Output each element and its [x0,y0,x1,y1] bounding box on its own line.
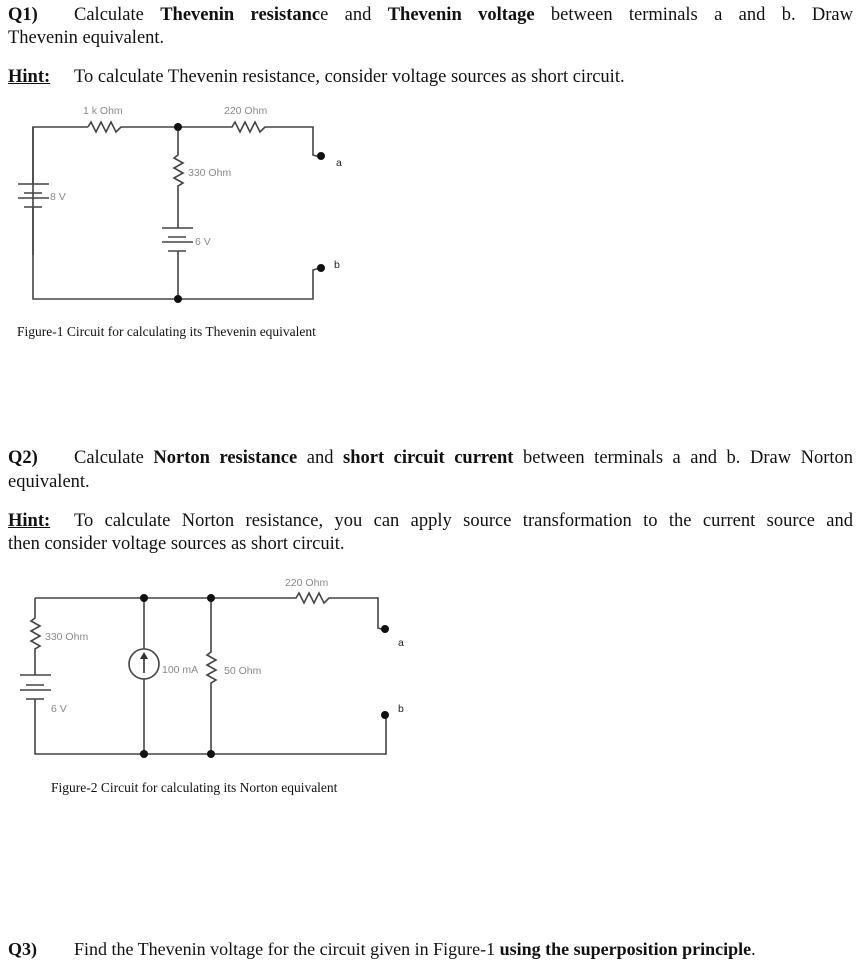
label-r1: 330 Ohm [45,631,89,643]
q2-bold-short-circuit-current: short circuit current [343,448,514,468]
label-r3: 50 Ohm [224,665,262,677]
label-r1: 1 k Ohm [83,105,123,117]
terminal-a-label: a [398,637,404,649]
q1-bold-thevenin-voltage: Thevenin voltage [387,5,535,25]
terminal-a-label: a [336,157,342,169]
q1-hint [8,66,625,88]
terminal-a-dot [381,625,389,633]
q2-hint-line-1: Hint: To calculate Norton resistance, you can apply source transformation to the current source and [8,511,853,531]
label-r2: 220 Ohm [224,105,268,117]
q2-line-1: Q2) Calculate Norton resistance and short circuit current between terminals a and b. Draw Norton [8,448,853,468]
node-dot [207,594,215,602]
q1-line-1: Q1) Calculate Thevenin resistance and Thevenin voltage between terminals a and b. Draw [8,5,853,25]
label-r2: 220 Ohm [285,577,329,589]
figure-1-circuit [0,95,400,315]
label-r3: 330 Ohm [188,167,232,179]
q3-bold-superposition: using the superposition principle [499,939,752,959]
q2-number: Q2) [8,448,38,468]
q2-bold-norton-resistance: Norton resistance [153,448,298,468]
figure-2-circuit [0,570,430,770]
terminal-b-dot [381,711,389,719]
q2-hint-line-2: then consider voltage sources as short circuit. [8,534,345,554]
q2-line-2: equivalent. [8,472,90,492]
label-v2: 6 V [195,236,211,248]
label-v1: 6 V [51,703,67,715]
q1-hint-text: To calculate Thevenin resistance, consider voltage sources as short circuit. [74,67,625,87]
q1-number: Q1) [8,5,38,25]
label-v1: 8 V [50,191,66,203]
terminal-b-label: b [398,703,404,715]
q1-line-2: Thevenin equivalent. [8,28,165,48]
q1-hint-label: Hint: [8,67,51,87]
figure-1-caption: Figure-1 Circuit for calculating its Thevenin equivalent [17,324,316,339]
node-dot [140,594,148,602]
terminal-a-dot [317,152,325,160]
node-dot [174,295,182,303]
q3-line: Q3) Find the Thevenin voltage for the circuit given in Figure-1 using the superposition principle. [8,939,756,959]
terminal-b-label: b [334,259,340,271]
node-dot [207,750,215,758]
label-i1: 100 mA [162,664,199,676]
q1-bold-thevenin-resistance: Thevenin resistanc [160,5,321,25]
terminal-b-dot [317,264,325,272]
figure-2-caption: Figure-2 Circuit for calculating its Norton equivalent [51,780,338,795]
q2-hint-label: Hint: [8,511,51,531]
node-dot [174,123,182,131]
node-dot [140,750,148,758]
q3-number: Q3) [8,939,37,959]
